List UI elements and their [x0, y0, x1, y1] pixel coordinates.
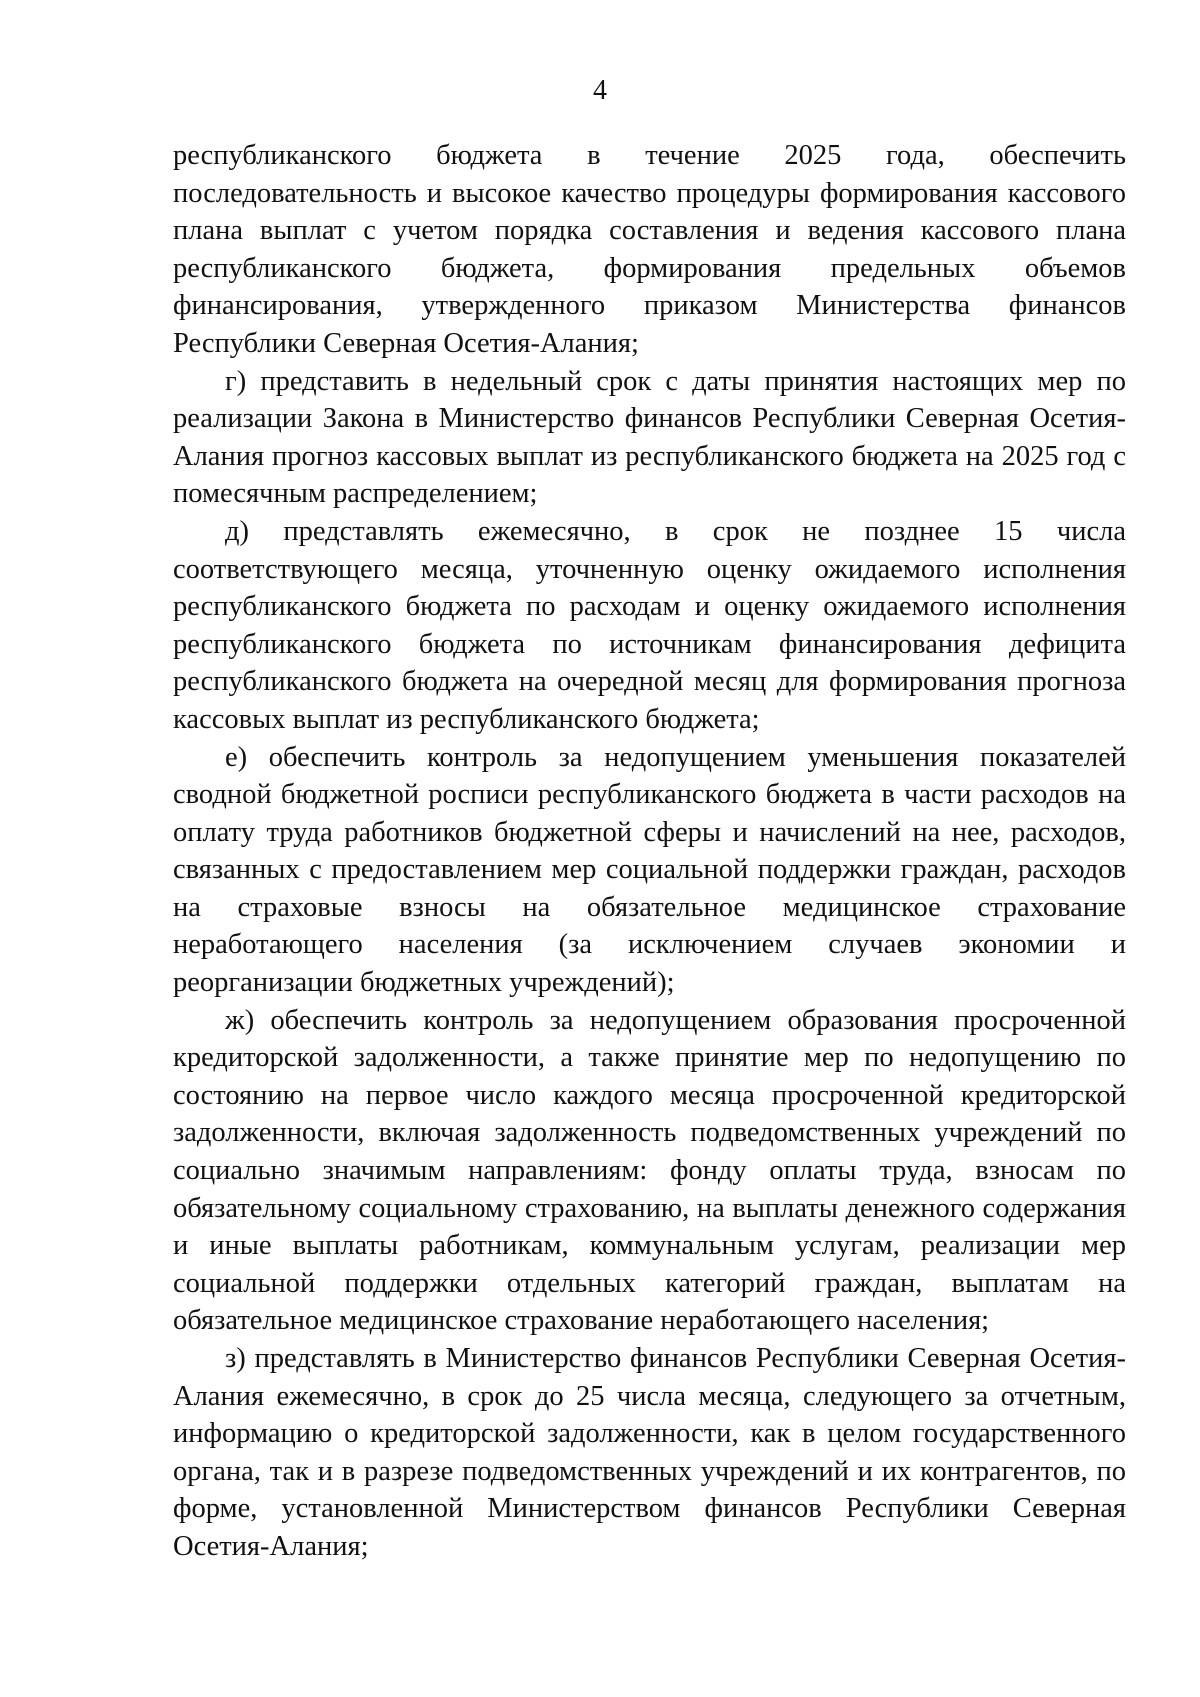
- paragraph-item-e: е) обеспечить контроль за недопущением уменьшения показателей сводной бюджетной росписи республиканского бюджета в части расходов на оплату труда работников бюджетной сферы и начислений на нее, расходов, связанных с предоставлением мер социальной поддержки граждан, расходов на страховые взносы на обязательное медицинское страхование неработающего населения (за исключением случаев экономии и реорганизации бюджетных учреждений);: [173, 741, 1126, 999]
- paragraph-item-d: д) представлять ежемесячно, в срок не позднее 15 числа соответствующего месяца, уточненную оценку ожидаемого исполнения республиканского бюджета по расходам и оценку ожидаемого исполнения республиканского бюджета по источникам финансирования дефицита республиканского бюджета на очередной месяц для формирования прогноза кассовых выплат из республиканского бюджета;: [173, 515, 1126, 735]
- paragraph-item-z: з) представлять в Министерство финансов Республики Северная Осетия-Алания ежемесячно, в срок до 25 числа месяца, следующего за отчетным, информацию о кредиторской задолженности, как в целом государственного органа, так и в разрезе подведомственных учреждений и их контрагентов, по форме, установленной Министерством финансов Республики Северная Осетия-Алания;: [173, 1343, 1126, 1562]
- paragraph-continuation: республиканского бюджета в течение 2025 года, обеспечить последовательность и высокое качество процедуры формирования кассового плана выплат с учетом порядка составления и ведения кассового плана республиканского бюджета, формирования предельных объемов финансирования, утвержденного приказом Министерства финансов Республики Северная Осетия-Алания;: [173, 140, 1126, 359]
- paragraph-item-g: г) представить в недельный срок с даты принятия настоящих мер по реализации Закона в Министерство финансов Республики Северная Осетия-Алания прогноз кассовых выплат из республиканского бюджета на 2025 год с помесячным распределением;: [173, 365, 1126, 510]
- paragraph-item-zh: ж) обеспечить контроль за недопущением образования просроченной кредиторской задолженности, а также принятие мер по недопущению по состоянию на первое число каждого месяца просроченной кредиторской задолженности, включая задолженность подведомственных учреждений по социально значимым направлениям: фонду оплаты труда, взносам по обязательному социальному страхованию, на выплаты денежного содержания и иные выплаты работникам, коммунальным услугам, реализации мер социальной поддержки отдельных категорий граждан, выплатам на обязательное медицинское страхование неработающего населения;: [173, 1004, 1126, 1337]
- document-body: [173, 137, 1126, 1566]
- page-number: 4: [593, 75, 607, 106]
